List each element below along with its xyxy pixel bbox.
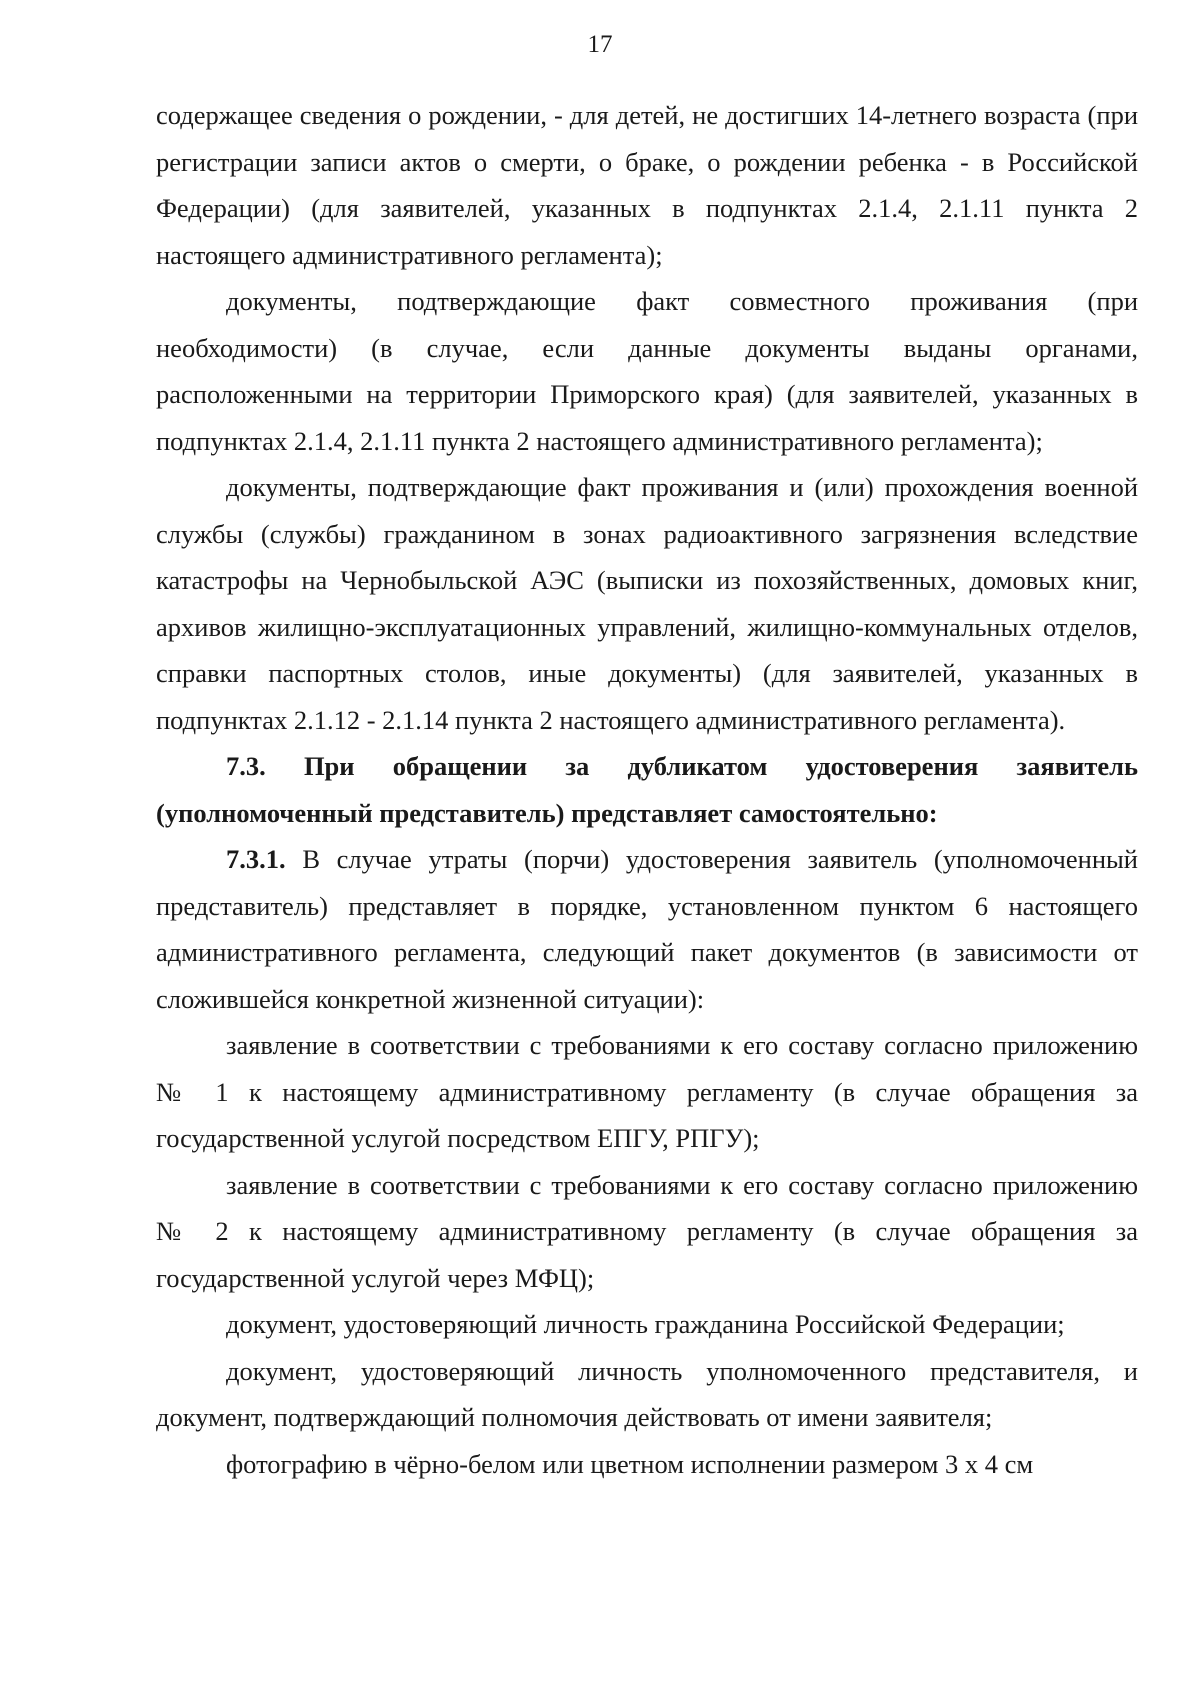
paragraph-application-annex-2: заявление в соответствии с требованиями к его составу согласно приложению № 2 к настоящему административному регламенту (в случае обращения за государственной услугой через МФЦ); <box>156 1169 1138 1293</box>
paragraph-representative-documents: документ, удостоверяющий личность уполномоченного представителя, и документ, подтверждающий полномочия действовать от имени заявителя; <box>156 1355 1138 1432</box>
paragraph-photograph: фотографию в чёрно-белом или цветном исполнении размером 3 х 4 см <box>226 1448 1034 1479</box>
paragraph-chernobyl-documents: документы, подтверждающие факт проживания и (или) прохождения военной службы (службы) гражданином в зонах радиоактивного загрязнения вследствие катастрофы на Чернобыльской АЭС (выписки из похозяйственных, домовых книг, архивов жилищно-эксплуатационных управлений, жилищно-коммунальных отделов, справки паспортных столов, иные документы) (для заявителей, указанных в подпунктах 2.1.12 - 2.1.14 пункта 2 настоящего административного регламента). <box>156 472 1138 735</box>
paragraph-application-annex-1: заявление в соответствии с требованиями к его составу согласно приложению № 1 к настоящему административному регламенту (в случае обращения за государственной услугой посредством ЕПГУ, РПГУ); <box>156 1030 1138 1153</box>
document-body <box>156 92 1138 1487</box>
paragraph-cohabitation-documents: документы, подтверждающие факт совместного проживания (при необходимости) (в случае, если данные документы выданы органами, расположенными на территории Приморского края) (для заявителей, указанных в подпунктах 2.1.4, 2.1.11 пункта 2 настоящего административного регламента); <box>156 286 1138 456</box>
page-number: 17 <box>587 31 613 58</box>
paragraph-7-3-1 <box>156 836 1138 1022</box>
clause-number-7-3-1: 7.3.1. <box>226 844 286 874</box>
paragraph-identity-document: документ, удостоверяющий личность гражданина Российской Федерации; <box>226 1309 1065 1339</box>
paragraph-birth-certificate: содержащее сведения о рождении, - для детей, не достигших 14-летнего возраста (при регистрации записи актов о смерти, о браке, о рождении ребенка - в Российской Федерации) (для заявителей, указанных в подпунктах 2.1.4, 2.1.11 пункта 2 настоящего административного регламента); <box>156 100 1138 270</box>
clause-text-7-3-1: В случае утраты (порчи) удостоверения заявитель (уполномоченный представитель) представляет в порядке, установленном пунктом 6 настоящего административного регламента, следующий пакет документов (в зависимости от сложившейся конкретной жизненной ситуации): <box>156 844 1138 1014</box>
section-heading-7-3: 7.3. При обращении за дубликатом удостоверения заявитель (уполномоченный представитель) представляет самостоятельно: <box>156 751 1138 828</box>
